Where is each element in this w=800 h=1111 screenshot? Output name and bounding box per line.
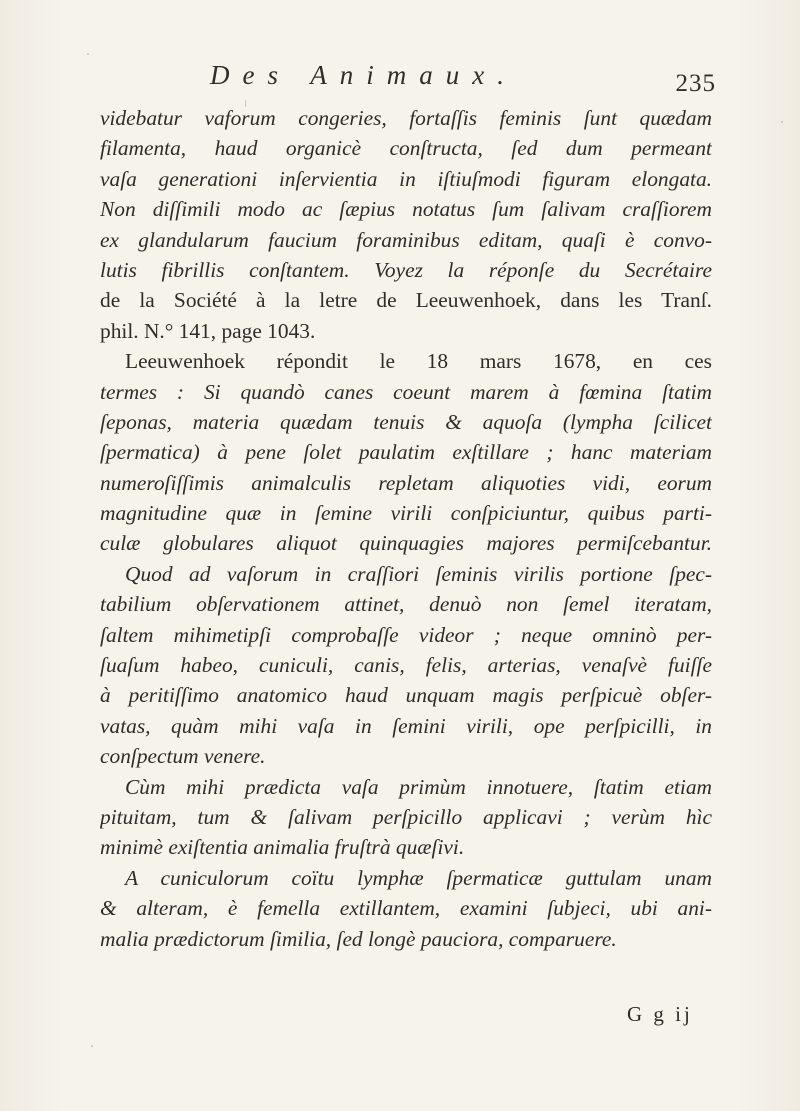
text-line: culæ globulares aliquot quinquagies majores permiſcebantur. [100,531,712,556]
text-line: vatas, quàm mihi vaſa in ſemini virili, ope perſpicilli, in [100,713,712,738]
paper-mark [245,100,246,107]
text-line: vaſa generationi inſervientia in iſtiuſmodi figuram elongata. [100,166,712,191]
paper-speck [91,1045,93,1047]
paper-speck [87,53,89,55]
text-line: termes : Si quandò canes coeunt marem à fœmina ſtatim [100,379,712,404]
text-line: numeroſiſſimis animalculis repletam aliquoties vidi, eorum [100,470,712,495]
text-line: filamenta, haud organicè conſtructa, ſed dum permeant [100,136,712,161]
text-line: Quod ad vaſorum in craſſiori ſeminis virilis portione ſpec- [125,561,712,586]
body-text [100,103,712,954]
running-head: Des Animaux. [210,60,517,90]
text-line: conſpectum venere. [100,744,266,769]
text-line: ſeponas, materia quædam tenuis & aquoſa (lympha ſcilicet [100,409,712,434]
text-line: lutis fibrillis conſtantem. Voyez la réponſe du Secrétaire [100,257,712,282]
text-line: ſpermatica) à pene ſolet paulatim exſtillare ; hanc materiam [100,440,712,465]
text-line: de la Société à la letre de Leeuwenhoek, dans les Tranſ. [100,288,712,313]
text-line: & alteram, è femella extillantem, examini ſubjeci, ubi ani- [100,896,712,921]
text-line: ex glandularum faucium foraminibus editam, quaſi è convo- [100,227,712,252]
page-number: 235 [675,70,716,97]
text-line: Cùm mihi prædicta vaſa primùm innotuere, ſtatim etiam [125,774,712,799]
text-line: à peritiſſimo anatomico haud unquam magis perſpicuè obſer- [100,683,712,708]
text-line: A cuniculorum coïtu lymphæ ſpermaticæ guttulam unam [125,865,712,890]
signature-mark: G g ij [627,1002,693,1026]
text-line: magnitudine quæ in ſemine virili conſpiciuntur, quibus parti- [100,501,712,526]
text-line: phil. N.° 141, page 1043. [100,318,316,343]
text-line: tabilium obſervationem attinet, denuò non ſemel iteratam, [100,592,712,617]
text-line: Non diſſimili modo ac ſæpius notatus ſum ſalivam craſſiorem [100,197,712,222]
text-line: Leeuwenhoek répondit le 18 mars 1678, en ces [125,349,712,374]
text-line: minimè exiſtentia animalia fruſtrà quæſivi. [100,835,465,860]
text-line: malia prædictorum ſimilia, ſed longè pauciora, comparuere. [100,926,617,951]
text-line: ſuaſum habeo, cuniculi, canis, felis, arterias, venaſvè fuiſſe [100,653,712,678]
text-line: pituitam, tum & ſalivam perſpicillo applicavi ; verùm hìc [100,804,712,829]
text-line: videbatur vaforum congeries, fortaſſis feminis ſunt quædam [100,106,712,130]
text-line: ſaltem mihimetipſi comprobaſſe videor ; neque omninò per- [100,622,712,647]
paper-speck [781,121,783,123]
